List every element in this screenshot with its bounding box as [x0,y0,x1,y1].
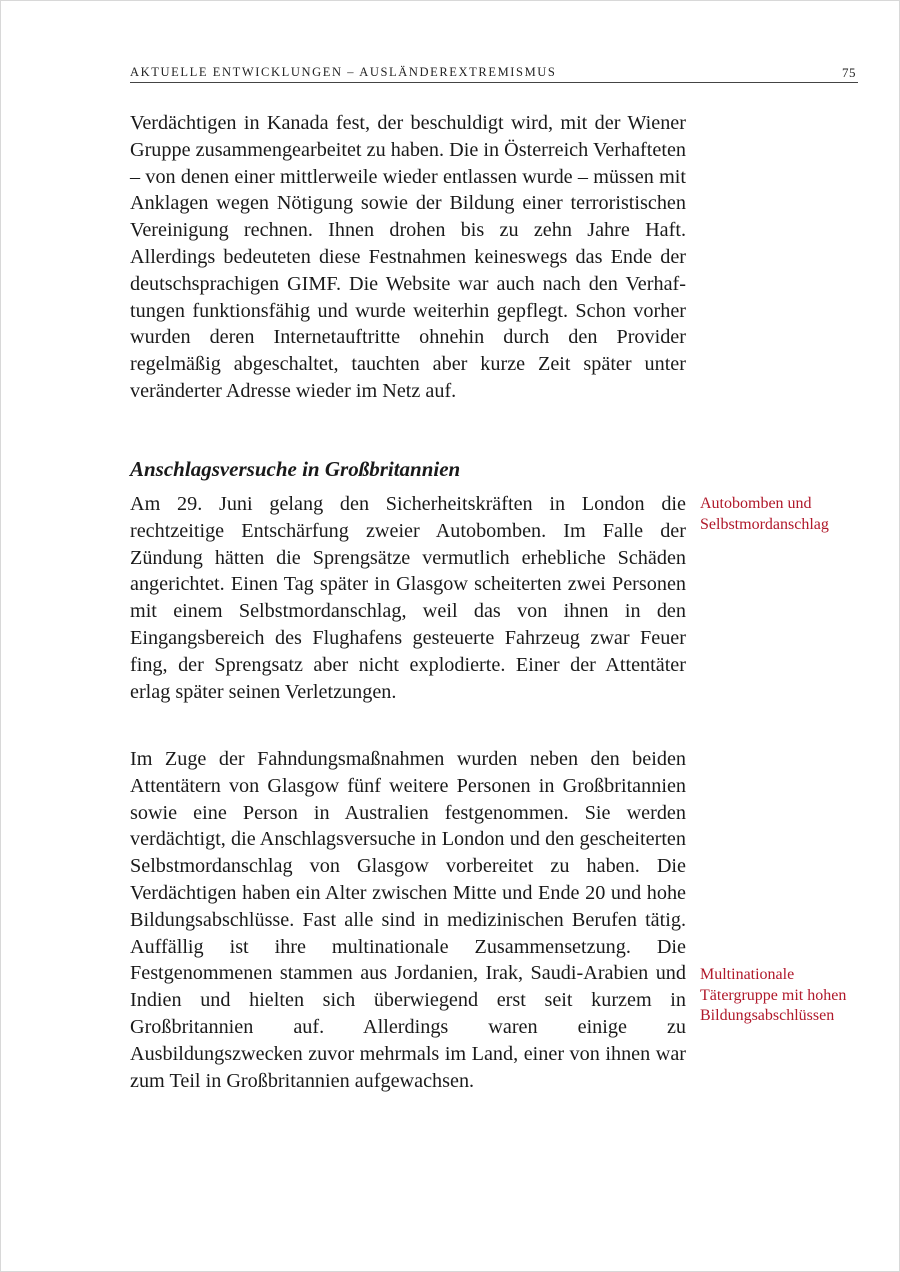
body-paragraph-1: Verdächtigen in Kanada fest, der beschuldigt wird, mit der Wiener Gruppe zusammengearbeitet zu haben. Die in Österreich Verhafteten – von denen einer mittlerweile wieder entlassen wurde – müssen mit Anklagen wegen Nötigung sowie der Bildung einer terroristischen Vereinigung rechnen. Ihnen drohen bis zu zehn Jahre Haft. Allerdings bedeuteten diese Festnahmen keineswegs das Ende der deutschsprachigen GIMF. Die Website war auch nach den Verhaftungen funktionsfähig und wurde weiterhin gepflegt. Schon vorher wurden deren Internetauftritte ohnehin durch den Provider regelmäßig abgeschaltet, tauchten aber kurze Zeit später unter veränderter Adresse wieder im Netz auf. [130,112,686,402]
running-header [130,64,858,83]
section-heading: Anschlagsversuche in Großbritannien [130,457,461,481]
body-paragraph-3: Im Zuge der Fahndungsmaßnahmen wurden neben den beiden Attentätern von Glasgow fünf weitere Personen in Großbritannien sowie eine Person in Australien festgenommen. Sie werden verdächtigt, die Anschlagsversuche in London und den gescheiterten Selbstmordanschlag von Glasgow vorbereitet zu haben. Die Verdächtigen haben ein Alter zwischen Mitte und Ende 20 und hohe Bildungsabschlüsse. Fast alle sind in medizinischen Berufen tätig. Auffällig ist ihre multinationale Zusammensetzung. Die Festgenommenen stammen aus Jordanien, Irak, Saudi-Arabien und Indien und hielten sich überwiegend erst seit kurzem in Großbritannien auf. Allerdings waren einige zu Ausbildungszwecken zuvor mehrmals im Land, einer von ihnen war zum Teil in Großbritannien aufgewachsen. [130,748,686,1092]
margin-note-multinational-group: Multinationale Tätergruppe mit hohen Bildungsabschlüssen [700,966,847,1024]
header-title: AKTUELLE ENTWICKLUNGEN – AUSLÄNDEREXTREMISMUS [130,65,557,79]
body-paragraph-2: Am 29. Juni gelang den Sicherheitskräften in London die rechtzeitige Entschärfung zweier Autobomben. Im Falle der Zündung hätten die Sprengsätze vermutlich erhebliche Schäden angerichtet. Einen Tag später in Glasgow scheiterten zwei Personen mit einem Selbstmordanschlag, weil das von ihnen in den Eingangsbereich des Flughafens gesteuerte Fahrzeug zwar Feuer fing, der Sprengsatz aber nicht explodierte. Einer der Attentäter erlag später seinen Verletzungen. [130,493,686,703]
margin-note-car-bombs: Autobomben und Selbstmordanschlag [700,495,829,533]
page-number: 75 [842,65,856,80]
